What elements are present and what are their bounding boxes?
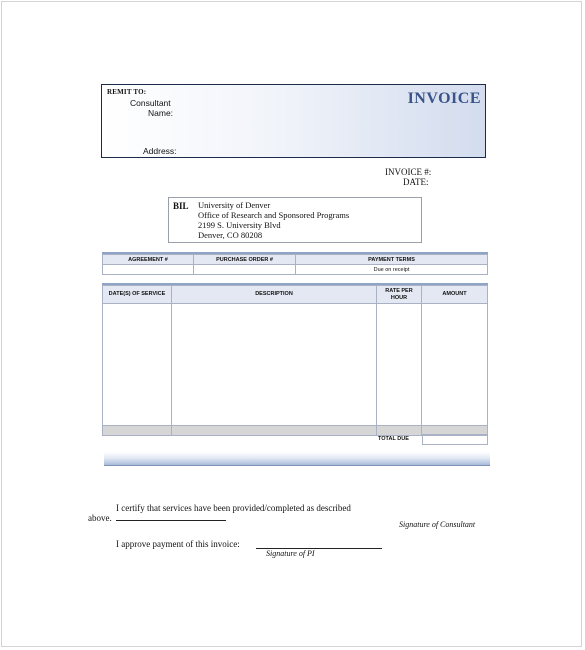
description-cell[interactable]: [172, 304, 377, 426]
consultant-signature-line[interactable]: [116, 520, 226, 521]
remit-to-label: REMIT TO:: [107, 88, 147, 96]
bill-line: 2199 S. University Blvd: [198, 220, 281, 230]
total-due-label: TOTAL DUE: [378, 436, 409, 442]
total-due-field[interactable]: [422, 434, 488, 445]
rate-cell[interactable]: [377, 304, 422, 426]
pi-signature-label: Signature of PI: [266, 549, 315, 558]
name-label: Name:: [148, 108, 174, 118]
consultant-label: Consultant: [130, 98, 171, 108]
dates-cell[interactable]: [103, 304, 172, 426]
invoice-date-label: DATE:: [403, 177, 429, 187]
description-header: DESCRIPTION: [172, 286, 377, 304]
bill-to-label: BIL: [173, 201, 189, 211]
invoice-number-label: INVOICE #:: [385, 167, 432, 177]
terms-table: [102, 252, 488, 275]
consultant-signature-label: Signature of Consultant: [399, 520, 476, 529]
bill-line: University of Denver: [198, 200, 271, 210]
payment-terms-header: PAYMENT TERMS: [296, 255, 488, 265]
purchase-order-header: PURCHASE ORDER #: [194, 255, 296, 265]
certify-text: I certify that services have been provided/completed as described: [116, 503, 351, 513]
amount-header: AMOUNT: [422, 286, 488, 304]
agreement-cell[interactable]: [103, 265, 194, 275]
bill-line: Office of Research and Sponsored Programs: [198, 210, 350, 220]
total-row: [102, 434, 488, 446]
dates-header: DATE(S) OF SERVICE: [103, 286, 172, 304]
address-label: Address:: [143, 146, 177, 156]
items-table: [102, 283, 488, 436]
approve-text: I approve payment of this invoice:: [116, 539, 240, 549]
bill-line: Denver, CO 80208: [198, 230, 263, 240]
bill-to-address: [198, 200, 349, 240]
decorative-bar: [104, 452, 490, 466]
above-text: above.: [88, 513, 112, 523]
purchase-order-cell[interactable]: [194, 265, 296, 275]
remit-to-box: [101, 84, 486, 158]
rate-header: RATE PER HOUR: [377, 286, 422, 304]
agreement-header: AGREEMENT #: [103, 255, 194, 265]
bill-to-box: [168, 197, 422, 243]
payment-terms-cell[interactable]: Due on receipt: [296, 265, 488, 275]
amount-cell[interactable]: [422, 304, 488, 426]
invoice-title: INVOICE: [407, 90, 481, 107]
